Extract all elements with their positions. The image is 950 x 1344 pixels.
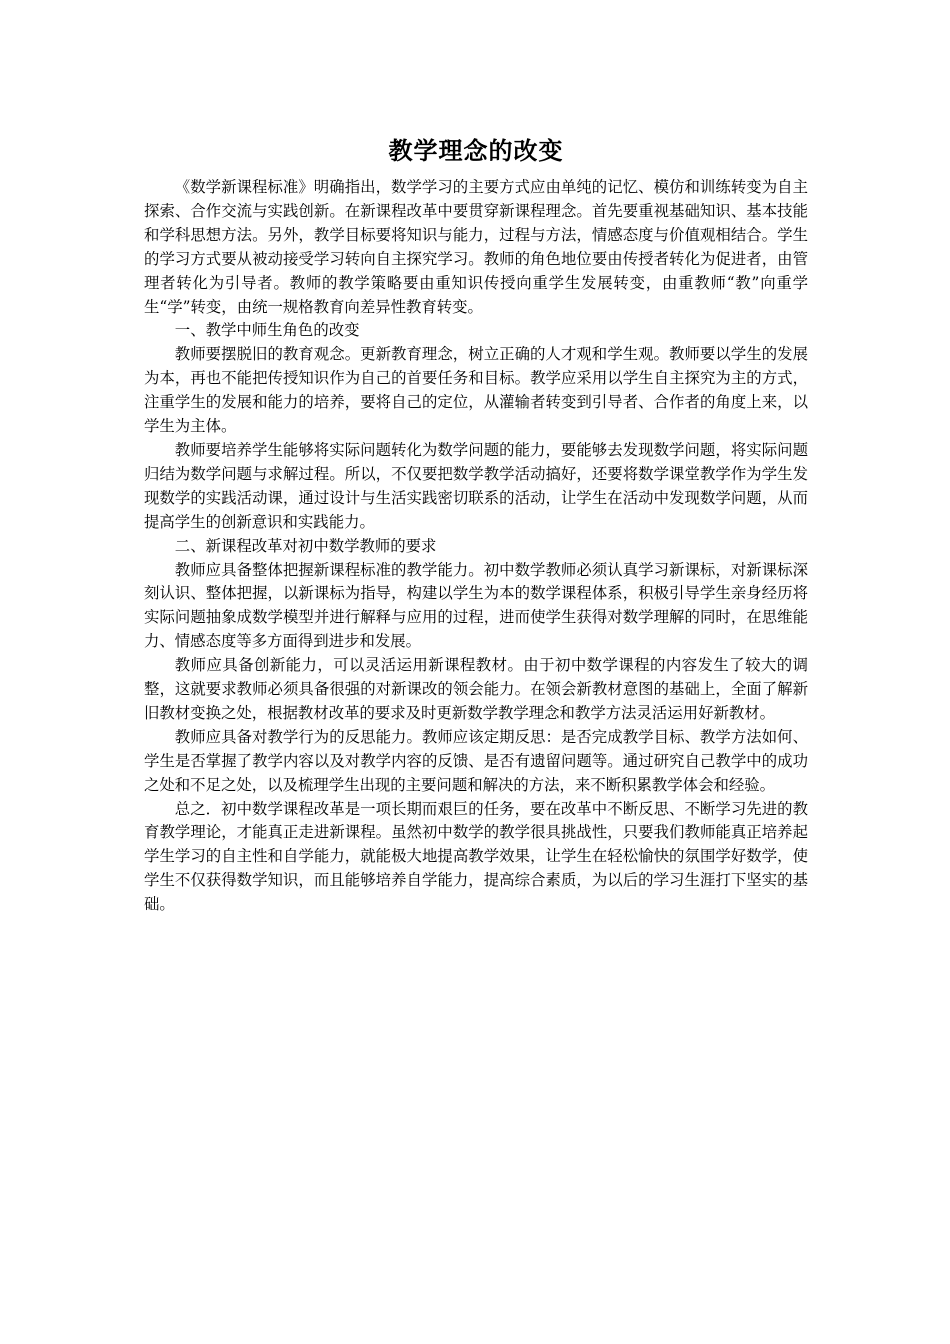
document-title: 教学理念的改变 — [388, 136, 564, 165]
intro-paragraph: 《数学新课程标准》明确指出，数学学习的主要方式应由单纯的记忆、模仿和训练转变为自主探索、合作交流与实践创新。在新课程改革中要贯穿新课程理念。首先要重视基础知识、基本技能和学科思想方法。另外，教学目标要将知识与能力，过程与方法，情感态度与价值观相结合。学生的学习方式要从被动接受学习转向自主探究学习。教师的角色地位要由传授者转化为促进者，由管理者转化为引导者。教师的教学策略要由重知识传授向重学生发展转变，由重教师“教”向重学生“学”转变，由统一规格教育向差异性教育转变。 — [144, 178, 808, 316]
section-1-paragraph-2: 教师要培养学生能够将实际问题转化为数学问题的能力，要能够去发现数学问题，将实际问题归结为数学问题与求解过程。所以，不仅要把数学教学活动搞好，还要将数学课堂教学作为学生发现数学的实践活动课，通过设计与生活实践密切联系的活动，让学生在活动中发现数学问题，从而提高学生的创新意识和实践能力。 — [144, 440, 808, 531]
section-2-paragraph-2: 教师应具备创新能力，可以灵活运用新课程教材。由于初中数学课程的内容发生了较大的调整，这就要求教师必须具备很强的对新课改的领会能力。在领会新教材意图的基础上，全面了解新旧教材变换之处，根据教材改革的要求及时更新数学教学理念和教学方法灵活运用好新教材。 — [144, 656, 808, 722]
section-heading-1: 一、教学中师生角色的改变 — [174, 321, 360, 340]
conclusion-paragraph: 总之．初中数学课程改革是一项长期而艰巨的任务，要在改革中不断反思、不断学习先进的教育教学理论，才能真正走进新课程。虽然初中数学的教学很具挑战性，只要我们教师能真正培养起学生学习的自主性和自学能力，就能极大地提高教学效果，让学生在轻松愉快的氛围学好数学，使学生不仅获得数学知识，而且能够培养自学能力，提高综合素质，为以后的学习生涯打下坚实的基础。 — [144, 799, 808, 914]
section-2-paragraph-3: 教师应具备对教学行为的反思能力。教师应该定期反思：是否完成教学目标、教学方法如何、学生是否掌握了教学内容以及对教学内容的反馈、是否有遗留问题等。通过研究自己教学中的成功之处和不足之处，以及梳理学生出现的主要问题和解决的方法，来不断积累教学体会和经验。 — [144, 727, 808, 794]
document-page — [144, 130, 808, 917]
section-1-paragraph-1: 教师要摆脱旧的教育观念。更新教育理念，树立正确的人才观和学生观。教师要以学生的发展为本，再也不能把传授知识作为自己的首要任务和目标。教学应采用以学生自主探究为主的方式，注重学生的发展和能力的培养，要将自己的定位，从灌输者转变到引导者、合作者的角度上来，以学生为主体。 — [144, 345, 808, 436]
section-2-paragraph-1: 教师应具备整体把握新课程标准的教学能力。初中数学教师必须认真学习新课标，对新课标深刻认识、整体把握，以新课标为指导，构建以学生为本的数学课程体系，积极引导学生亲身经历将实际问题抽象成数学模型并进行解释与应用的过程，进而使学生获得对数学理解的同时，在思维能力、情感态度等多方面得到进步和发展。 — [144, 560, 808, 651]
section-heading-2: 二、新课程改革对初中数学教师的要求 — [174, 536, 437, 555]
